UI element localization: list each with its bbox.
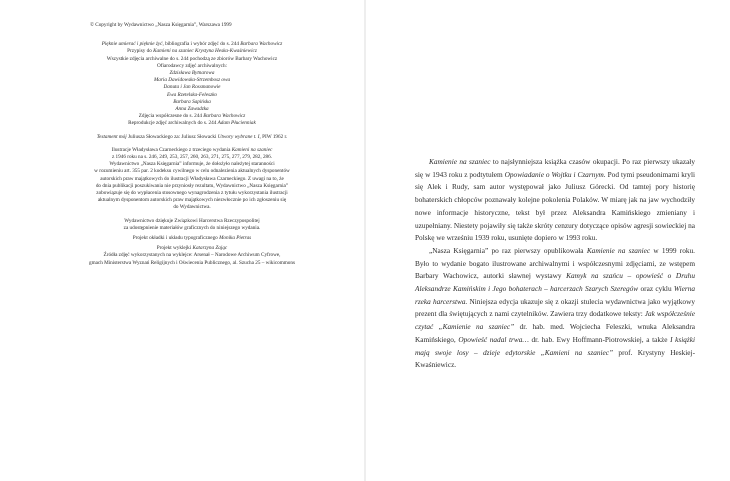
illustrations-note: aktualnym dysponentom autorskich praw majątkowych niezwłocznie po ich zgłoszeniu się <box>97 197 287 204</box>
imprint-line: Zdjęcia współczesne do s. 244 Barbara Wachowicz <box>138 113 246 120</box>
donor-name: Zdzisława Bytnarowa <box>169 70 215 77</box>
endpaper-credit: gmach Ministerstwa Wyznań Religijnych i Oświecenia Publicznego, al. Szucha 25 – wikicommons <box>88 259 296 266</box>
donor-name: Ewa Rzetelska-Feleszko <box>167 91 217 98</box>
page-fold <box>364 0 366 481</box>
illustrations-note: z 1946 roku na s. 246, 249, 253, 257, 260, 263, 271, 275, 277, 279, 282, 286. <box>111 154 273 161</box>
intro-paragraph-1: Kamienie na szaniec to najsłynniejsza książka czasów okupacji. Po raz pierwszy ukazały się w 1943 roku z podtytułem Opowiadanie o Wojtku i Czarnym. Pod tymi pseudonimami kryli się Alek i Rudy, sam autor występował jako Juliusz Górecki. Od tamtej pory historię bohaterskich chłopców poznawały kolejne pokolenia Polaków. W miarę jak na jaw wychodziły nowe informacje historyczne, tekst był przez Aleksandra Kamińskiego zmieniany i uzupełniany. Niestety pojawiły się także skróty cenzury dotyczące opisów agresji sowieckiej na Polskę we wrześniu 1939 roku, usunięte dopiero w 1993 roku. <box>415 157 695 243</box>
illustrations-note: do dnia publikacji poszukiwania nie przyniosły rezultatu, Wydawnictwo „Nasza Księgarnia” <box>95 182 289 189</box>
illustrations-note: do Wydawnictwa. <box>173 204 211 211</box>
thanks-note: Wydawnictwo dziękuje Związkowi Harcerstwa Rzeczypospolitej <box>124 217 260 224</box>
illustrations-note: zobowiązuje się do wypłacenia stosownego wynagrodzenia z tytułu wykorzystania ilustracji <box>96 190 288 197</box>
intro-page <box>415 156 695 372</box>
thanks-note: za udostępnienie materiałów graficznych do niniejszego wydania. <box>123 224 261 231</box>
donor-name: Anna Zawadzka <box>175 106 209 113</box>
testament-note: Testament mój Juliusza Słowackiego za: Juliusz Słowacki Utwory wybrane t. I, PIW 1962 r. <box>96 133 288 140</box>
imprint-line: Ofiarodawcy zdjęć archiwalnych: <box>157 62 227 69</box>
donor-name: Barbara Sapińska <box>173 98 211 105</box>
cover-credit: Projekt okładki i układu typograficznego Monika Pietras <box>132 235 252 242</box>
imprint-line: Reprodukcje zdjęć archiwalnych do s. 244 Adam Płucienniak <box>128 120 256 127</box>
imprint-page <box>72 22 312 267</box>
imprint-line: Pięknie umierać i pięknie żyć, bibliografia i wybór zdjęć do s. 244 Barbara Wachowicz <box>101 41 283 48</box>
illustrations-note: Ilustracje Władysława Czarneckiego z trzeciego wydania Kamieni na szaniec <box>111 146 273 153</box>
imprint-line: Wszystkie zdjęcia archiwalne do s. 244 pochodzą ze zbiorów Barbary Wachowicz <box>106 55 278 62</box>
endpaper-credit: Projekt wyklejki Katarzyna Zając <box>156 245 228 252</box>
imprint-line: Przypisy do Kamieni na szaniec Krystyna Heska-Kwaśniewicz <box>127 48 257 55</box>
copyright-line: © Copyright by Wydawnictwo „Nasza Księgarnia”, Warszawa 1999 <box>90 22 232 28</box>
endpaper-credit: Źródła zdjęć wykorzystanych na wyklejce: Arsenał – Narodowe Archiwum Cyfrowe, <box>103 252 281 259</box>
donor-name: Maria Dawidowska-Strzembosz owa <box>153 77 231 84</box>
illustrations-note: autorskich praw majątkowych do ilustracji Władysława Czarneckiego. Z uwagi na to, że <box>100 175 284 182</box>
illustrations-note: Wydawnictwo „Nasza Księgarnia” informuje, że dołożyło należytej staranności <box>109 161 275 168</box>
illustrations-note: w rozumieniu art. 355 par. 2 kodeksu cywilnego w celu odnalezienia aktualnych dysponentów <box>94 168 290 175</box>
intro-paragraph-2: „Nasza Księgarnia” po raz pierwszy opublikowała Kamienie na szaniec w 1999 roku. Było to wydanie bogato ilustrowane archiwalnymi i współczesnymi zdjęciami, ze wstępem Barbary Wachowicz, autorki sławnej wystawy Kamyk na szańcu – opowieść o Druhu Aleksandrze Kamińskim i Jego bohaterach – harcerzach Szarych Szeregów oraz cyklu Wierna rzeka harcerstwa. Niniejsza edycja ukazuje się z okazji stulecia wydawnictwa jako wyjątkowy prezent dla świętujących z nami czytelników. Zawiera trzy dodatkowe teksty: Jak współcześnie czytać „Kamienie na szaniec” dr. hab. med. Wojciecha Feleszki, wnuka Aleksandra Kamińskiego, Opowieść nadal trwa… dr. hab. Ewy Hoffmann-Piotrowskiej, a także I książki mają swoje losy – dzieje edytorskie „Kamieni na szaniec” prof. Krystyny Heskiej-Kwaśniewicz. <box>415 245 696 370</box>
donor-name: Danuta i Jan Rossmanowie <box>163 84 221 91</box>
